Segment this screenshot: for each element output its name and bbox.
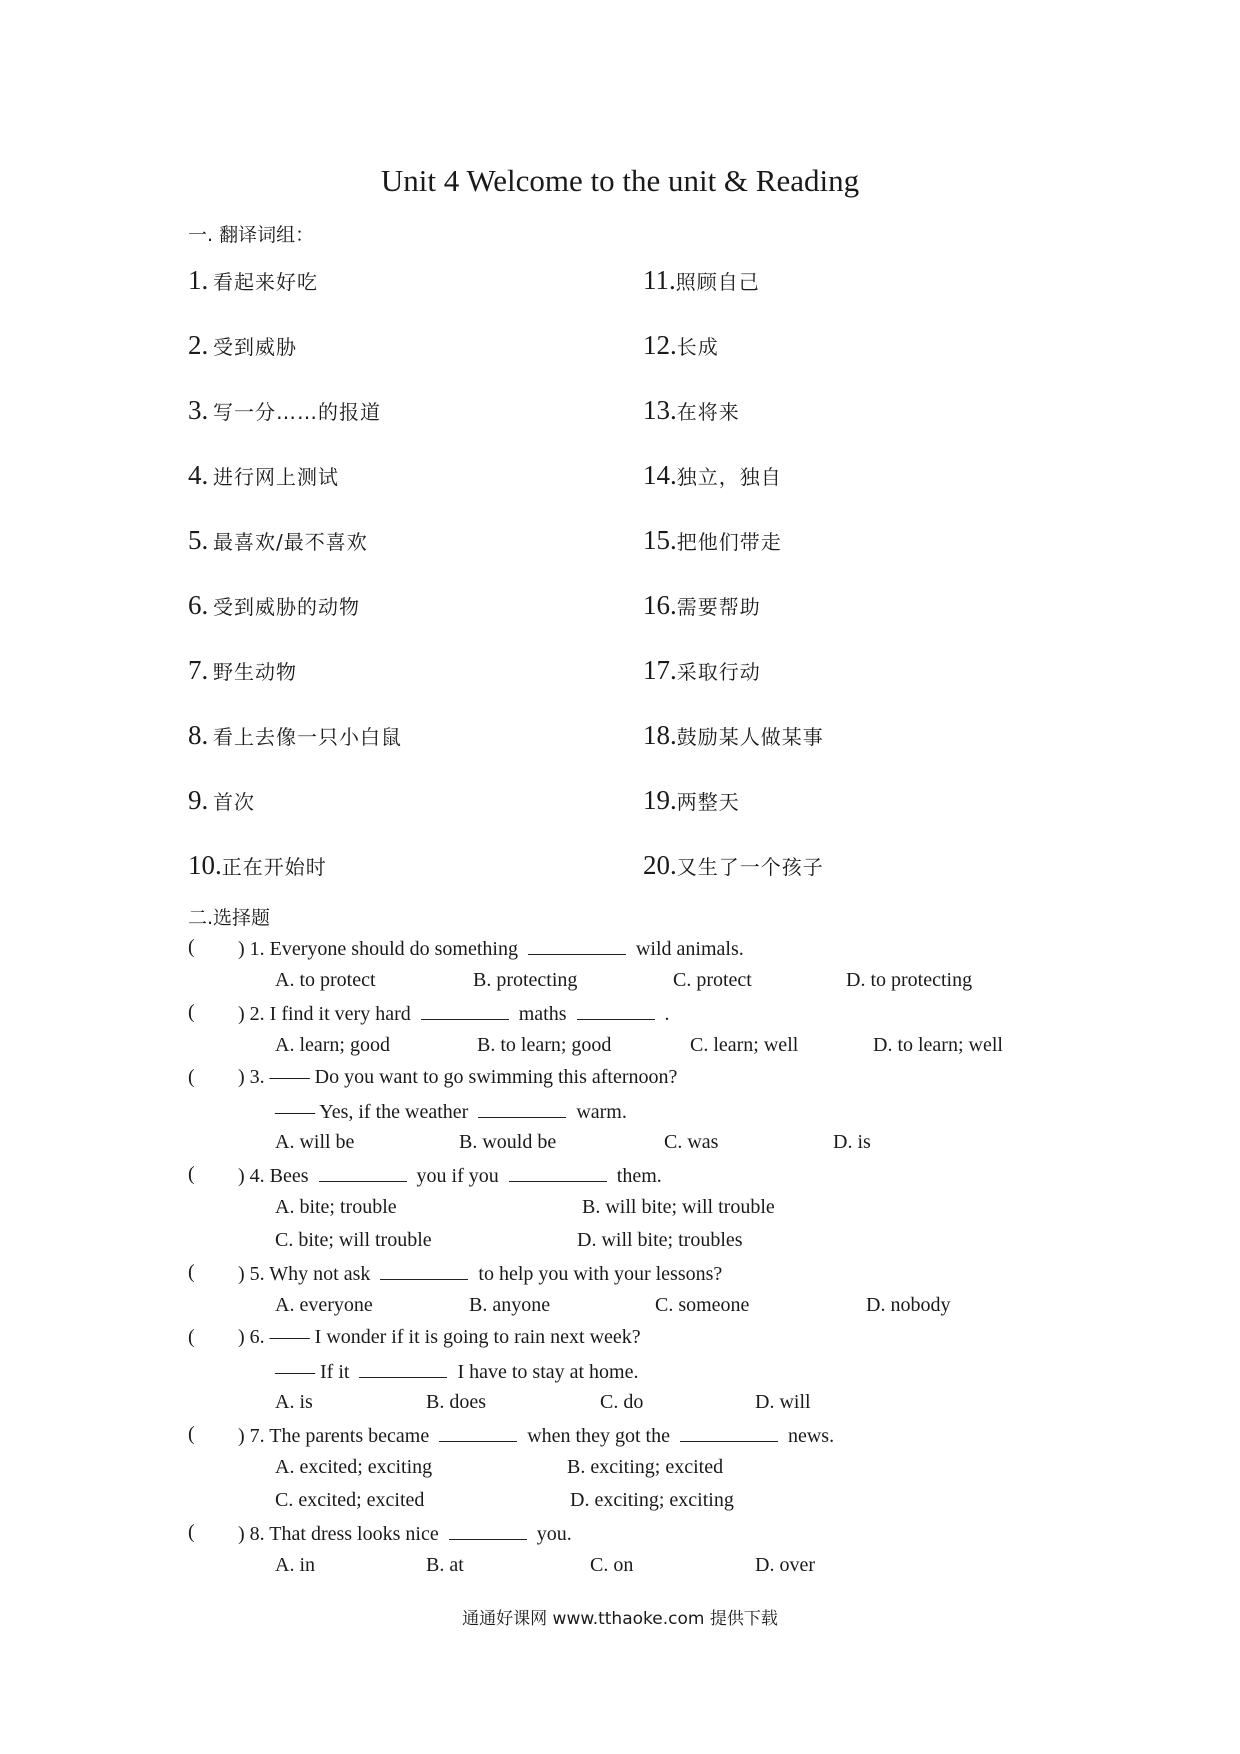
- question-8: ) 8. That dress looks nice you.: [238, 1523, 572, 1545]
- answer-blank[interactable]: [421, 1001, 509, 1020]
- option: C. bite; will trouble: [275, 1229, 432, 1251]
- option: A. bite; trouble: [275, 1196, 397, 1218]
- option: D. nobody: [866, 1294, 951, 1316]
- answer-blank[interactable]: [528, 936, 626, 955]
- vocab-item: 9. 首次: [188, 785, 255, 815]
- vocab-item: 12.长成: [643, 330, 719, 360]
- question-7: ) 7. The parents became when they got the news.: [238, 1425, 835, 1447]
- answer-blank[interactable]: [319, 1163, 407, 1182]
- vocab-item: 4. 进行网上测试: [188, 460, 339, 490]
- question-3-line-2: —— Yes, if the weather warm.: [275, 1101, 627, 1123]
- answer-paren: (: [188, 1066, 195, 1088]
- question-6: ) 6. —— I wonder if it is going to rain next week?: [238, 1326, 641, 1348]
- footer-credit: 通通好课网 www.tthaoke.com 提供下载: [462, 1609, 778, 1629]
- answer-paren: (: [188, 936, 195, 958]
- option: C. excited; excited: [275, 1489, 425, 1511]
- answer-blank[interactable]: [577, 1001, 655, 1020]
- vocab-item: 18.鼓励某人做某事: [643, 720, 824, 750]
- option: D. is: [833, 1131, 871, 1153]
- answer-blank[interactable]: [509, 1163, 607, 1182]
- option: D. over: [755, 1554, 815, 1576]
- vocab-item: 8. 看上去像一只小白鼠: [188, 720, 402, 750]
- answer-paren: (: [188, 1163, 195, 1185]
- option: A. learn; good: [275, 1034, 390, 1056]
- vocab-item: 13.在将来: [643, 395, 740, 425]
- vocab-item: 7. 野生动物: [188, 655, 297, 685]
- option: D. to learn; well: [873, 1034, 1003, 1056]
- answer-blank[interactable]: [439, 1423, 517, 1442]
- vocab-item: 1. 看起来好吃: [188, 265, 318, 295]
- vocab-item: 15.把他们带走: [643, 525, 782, 555]
- question-1: ) 1. Everyone should do something wild animals.: [238, 938, 744, 960]
- option: B. to learn; good: [477, 1034, 612, 1056]
- option: B. anyone: [469, 1294, 551, 1316]
- option: A. excited; exciting: [275, 1456, 433, 1478]
- option: B. exciting; excited: [567, 1456, 724, 1478]
- answer-blank[interactable]: [449, 1521, 527, 1540]
- answer-paren: (: [188, 1001, 195, 1023]
- option: C. someone: [655, 1294, 750, 1316]
- option: B. will bite; will trouble: [582, 1196, 775, 1218]
- answer-blank[interactable]: [680, 1423, 778, 1442]
- vocab-item: 17.采取行动: [643, 655, 761, 685]
- option: A. everyone: [275, 1294, 373, 1316]
- option: C. on: [590, 1554, 634, 1576]
- vocab-item: 10.正在开始时: [188, 850, 327, 880]
- question-6-line-2: —— If it I have to stay at home.: [275, 1361, 639, 1383]
- vocab-item: 20.又生了一个孩子: [643, 850, 824, 880]
- option: B. would be: [459, 1131, 557, 1153]
- vocab-item: 2. 受到威胁: [188, 330, 297, 360]
- option: D. to protecting: [846, 969, 973, 991]
- option: A. to protect: [275, 969, 376, 991]
- vocab-item: 14.独立，独自: [643, 460, 782, 490]
- option: B. protecting: [473, 969, 578, 991]
- question-4: ) 4. Bees you if you them.: [238, 1165, 662, 1187]
- vocab-item: 5. 最喜欢/最不喜欢: [188, 525, 368, 555]
- vocab-item: 11.照顾自己: [643, 265, 760, 295]
- option: D. will: [755, 1391, 811, 1413]
- option: A. in: [275, 1554, 315, 1576]
- option: A. will be: [275, 1131, 355, 1153]
- option: D. will bite; troubles: [577, 1229, 743, 1251]
- answer-blank[interactable]: [478, 1099, 566, 1118]
- answer-paren: (: [188, 1423, 195, 1445]
- answer-paren: (: [188, 1261, 195, 1283]
- answer-paren: (: [188, 1326, 195, 1348]
- option: D. exciting; exciting: [570, 1489, 734, 1511]
- vocab-item: 16.需要帮助: [643, 590, 761, 620]
- vocab-item: 3. 写一分……的报道: [188, 395, 381, 425]
- page-title: Unit 4 Welcome to the unit & Reading: [380, 163, 860, 198]
- option: A. is: [275, 1391, 313, 1413]
- section2-heading: 二.选择题: [188, 907, 271, 929]
- vocab-item: 19.两整天: [643, 785, 740, 815]
- vocab-item: 6. 受到威胁的动物: [188, 590, 360, 620]
- section1-heading: 一. 翻译词组：: [188, 224, 315, 246]
- option: B. does: [426, 1391, 486, 1413]
- answer-blank[interactable]: [380, 1261, 468, 1280]
- option: C. protect: [673, 969, 752, 991]
- answer-blank[interactable]: [359, 1359, 447, 1378]
- question-2: ) 2. I find it very hard maths .: [238, 1003, 670, 1025]
- option: C. do: [600, 1391, 644, 1413]
- option: C. learn; well: [690, 1034, 799, 1056]
- answer-paren: (: [188, 1521, 195, 1543]
- option: C. was: [664, 1131, 719, 1153]
- question-5: ) 5. Why not ask to help you with your lessons?: [238, 1263, 723, 1285]
- option: B. at: [426, 1554, 464, 1576]
- question-3: ) 3. —— Do you want to go swimming this afternoon?: [238, 1066, 678, 1088]
